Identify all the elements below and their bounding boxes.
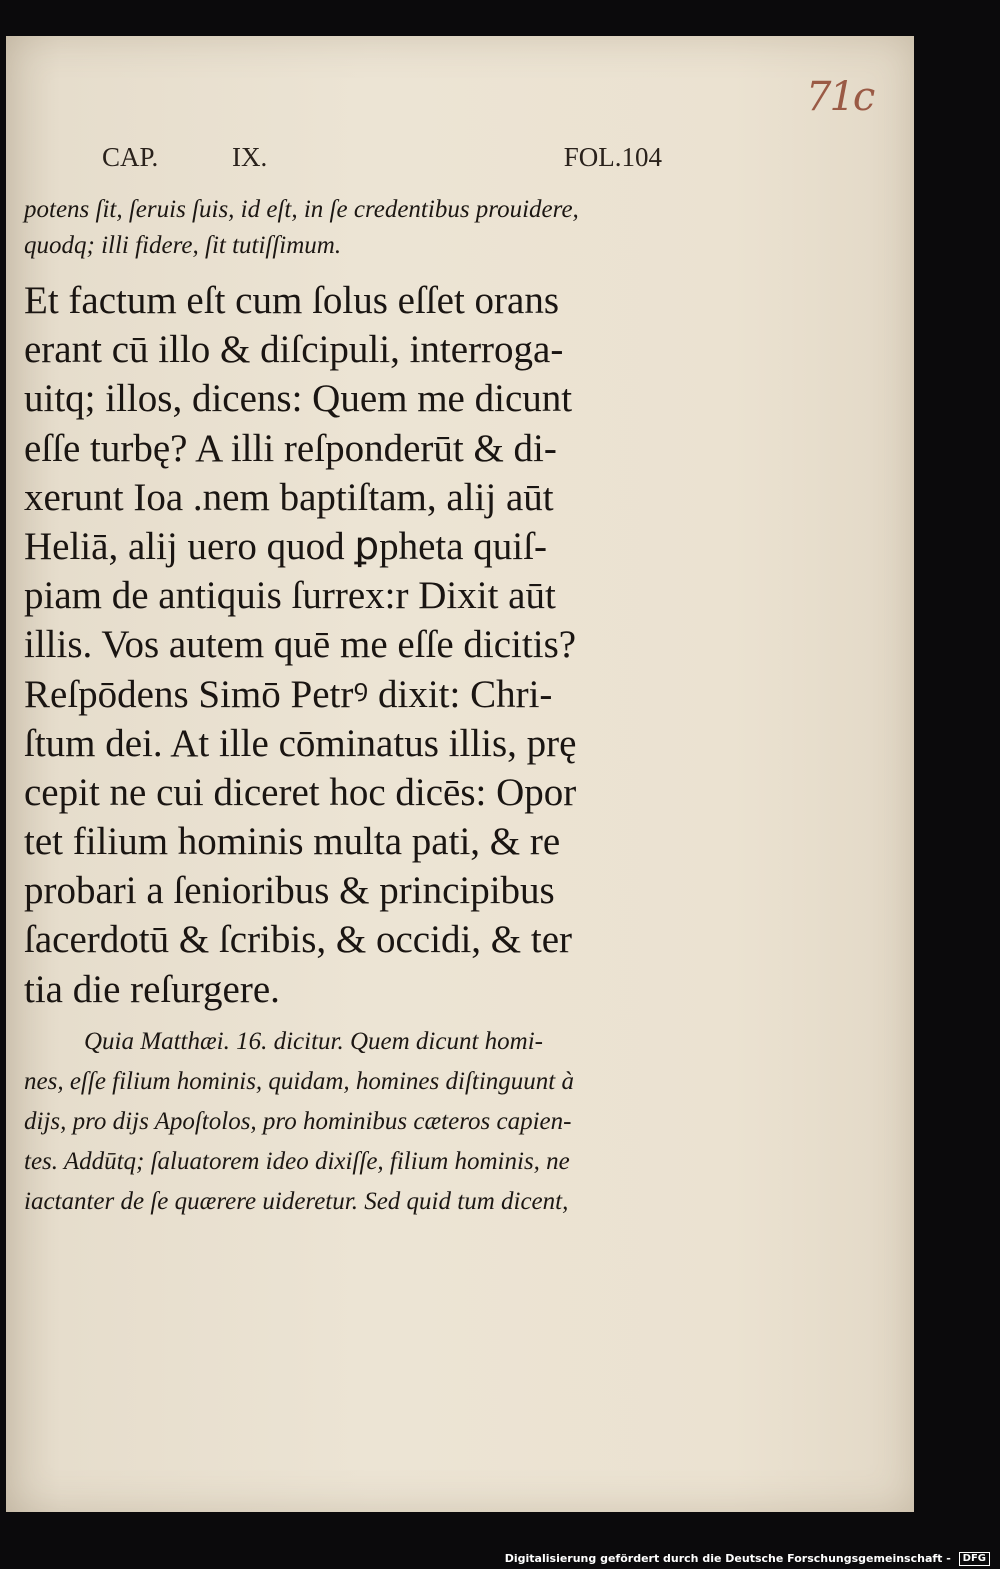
gospel-text — [24, 276, 674, 1014]
commentary-line: nes, eſſe filium hominis, quidam, homines diſtinguunt à — [24, 1068, 574, 1095]
header-chapter: IX. — [232, 142, 268, 172]
header-cap: CAP. — [102, 142, 159, 172]
bottom-commentary — [24, 1022, 674, 1222]
text-line: xerunt Ioa .nem baptiſtam, alij aūt — [24, 475, 554, 519]
commentary-line: dijs, pro dijs Apoſtolos, pro hominibus cæteros capien- — [24, 1108, 572, 1135]
text-line: Et factum eſt cum ſolus eſſet orans — [24, 279, 560, 322]
commentary-line: Quia Matthæi. 16. dicitur. Quem dicunt homi- — [84, 1028, 543, 1055]
text-line: probari a ſenioribus & principibus — [24, 869, 555, 913]
text-line: Reſpōdens Simō Petrꝰ dixit: Chri- — [24, 672, 553, 716]
text-line: tet filium hominis multa pati, & re — [24, 820, 561, 864]
running-header — [102, 142, 662, 176]
text-line: illis. Vos autem quē me eſſe dicitis? — [24, 623, 577, 667]
text-line: uitq; illos, dicens: Quem me dicunt — [24, 377, 573, 421]
text-line: cepit ne cui diceret hoc dicēs: Opor — [24, 770, 577, 814]
digitization-credit — [505, 1552, 990, 1566]
text-line: ſtum dei. At ille cōminatus illis, prę — [24, 721, 577, 765]
dfg-logo: DFG — [959, 1552, 990, 1566]
commentary-line: iactanter de ſe quærere uideretur. Sed quid tum dicent, — [24, 1188, 569, 1215]
text-line: Heliā, alij uero quod ꝑpheta quiſ- — [24, 524, 547, 568]
credit-text: Digitalisierung gefördert durch die Deutsche Forschungsgemeinschaft - — [504, 1552, 951, 1565]
book-page — [6, 36, 914, 1512]
text-line: erant cū illo & diſcipuli, interroga- — [24, 328, 564, 372]
commentary-line: tes. Addūtq; ſaluatorem ideo dixiſſe, filium hominis, ne — [24, 1148, 570, 1175]
text-line: eſſe turbę? A illi reſponderūt & di- — [24, 426, 557, 470]
text-line: ſacerdotū & ſcribis, & occidi, & ter — [24, 918, 572, 962]
commentary-line: quodq; illi fidere, ſit tutiſſimum. — [24, 232, 342, 259]
text-line: piam de antiquis ſurrex:r Dixit aūt — [24, 574, 556, 618]
text-line: tia die reſurgere. — [24, 967, 280, 1011]
handwritten-folio-note: 71c — [806, 74, 874, 120]
commentary-line: potens ſit, ſeruis ſuis, id eſt, in ſe credentibus prouidere, — [24, 196, 579, 223]
header-folio: FOL.104 — [563, 142, 662, 172]
top-commentary — [24, 192, 674, 264]
